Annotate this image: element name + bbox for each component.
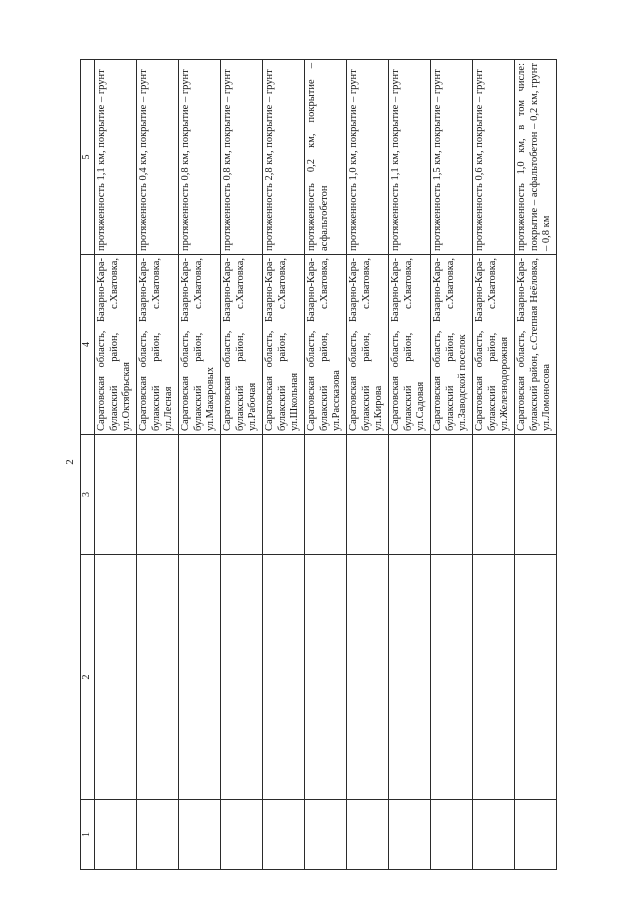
description-cell: протяженность 0,2 км, покрытие – асфальтобетон [305,60,347,255]
empty-cell [389,800,431,870]
table-row [515,60,557,870]
table-row [389,60,431,870]
roads-table [80,59,557,870]
empty-cell [179,800,221,870]
address-cell: Саратовская область, Базарно-Кара-булакский район, с.Хватовка, ул.Железнодорожная [473,255,515,435]
empty-cell [263,555,305,800]
table-row [473,60,515,870]
empty-cell [473,435,515,555]
page-number: 2 [63,459,76,465]
address-cell: Саратовская область, Базарно-Кара-булакский район, с.Хватовка, ул.Макаровых [179,255,221,435]
description-cell: протяженность 0,8 км, покрытие – грунт [179,60,221,255]
table-row [221,60,263,870]
empty-cell [347,555,389,800]
empty-cell [137,555,179,800]
empty-cell [179,555,221,800]
column-header: 1 [81,800,95,870]
empty-cell [431,800,473,870]
empty-cell [473,800,515,870]
empty-cell [305,555,347,800]
empty-cell [137,800,179,870]
empty-cell [221,435,263,555]
empty-cell [347,435,389,555]
address-cell: Саратовская область, Базарно-Кара-булакский район, с.Хватовка, ул.Рабочая [221,255,263,435]
column-header: 5 [81,60,95,255]
address-cell: Саратовская область, Базарно-Кара-булакский район, с.Хватовка, ул.Лесная [137,255,179,435]
description-cell: протяженность 1,5 км, покрытие – грунт [431,60,473,255]
description-cell: протяженность 1,0 км, покрытие – грунт [347,60,389,255]
address-cell: Саратовская область, Базарно-Кара-булакский район, с.Хватовка, ул.Школьная [263,255,305,435]
address-cell: Саратовская область, Базарно-Кара-булакский район, с.Степная Неёловка, ул.Ломоносова [515,255,557,435]
address-cell: Саратовская область, Базарно-Кара-булакский район, с.Хватовка, ул.Садовая [389,255,431,435]
description-cell: протяженность 1,1 км, покрытие – грунт [389,60,431,255]
table-row [179,60,221,870]
empty-cell [431,555,473,800]
table-row [347,60,389,870]
table-row [95,60,137,870]
column-header: 2 [81,555,95,800]
empty-cell [95,800,137,870]
column-header: 3 [81,435,95,555]
address-cell: Саратовская область, Базарно-Кара-булакский район, с.Хватовка, ул.Рассказова [305,255,347,435]
empty-cell [431,435,473,555]
empty-cell [515,555,557,800]
empty-cell [221,555,263,800]
empty-cell [389,435,431,555]
address-cell: Саратовская область, Базарно-Кара-булакский район, с.Хватовка, ул.Заводской поселок [431,255,473,435]
description-cell: протяженность 2,8 км, покрытие – грунт [263,60,305,255]
empty-cell [221,800,263,870]
description-cell: протяженность 1,1 км, покрытие – грунт [95,60,137,255]
table-row [137,60,179,870]
table-row [263,60,305,870]
empty-cell [263,800,305,870]
rotated-table-container [80,60,580,870]
empty-cell [95,555,137,800]
empty-cell [137,435,179,555]
address-cell: Саратовская область, Базарно-Кара-булакский район, с.Хватовка, ул.Октябрьская [95,255,137,435]
empty-cell [389,555,431,800]
description-cell: протяженность 0,4 км, покрытие – грунт [137,60,179,255]
description-cell: протяженность 1,0 км, в том числе: покрытие – асфальтобетон – 0,2 км, грунт – 0,8 км [515,60,557,255]
empty-cell [515,435,557,555]
address-cell: Саратовская область, Базарно-Кара-булакский район, с.Хватовка, ул.Кирова [347,255,389,435]
column-header: 4 [81,255,95,435]
empty-cell [263,435,305,555]
empty-cell [305,435,347,555]
empty-cell [347,800,389,870]
empty-cell [473,555,515,800]
table-row [305,60,347,870]
table-row [431,60,473,870]
table-body [95,60,557,870]
empty-cell [95,435,137,555]
empty-cell [305,800,347,870]
description-cell: протяженность 0,8 км, покрытие – грунт [221,60,263,255]
empty-cell [515,800,557,870]
table-header-row [81,60,95,870]
description-cell: протяженность 0,6 км, покрытие – грунт [473,60,515,255]
empty-cell [179,435,221,555]
